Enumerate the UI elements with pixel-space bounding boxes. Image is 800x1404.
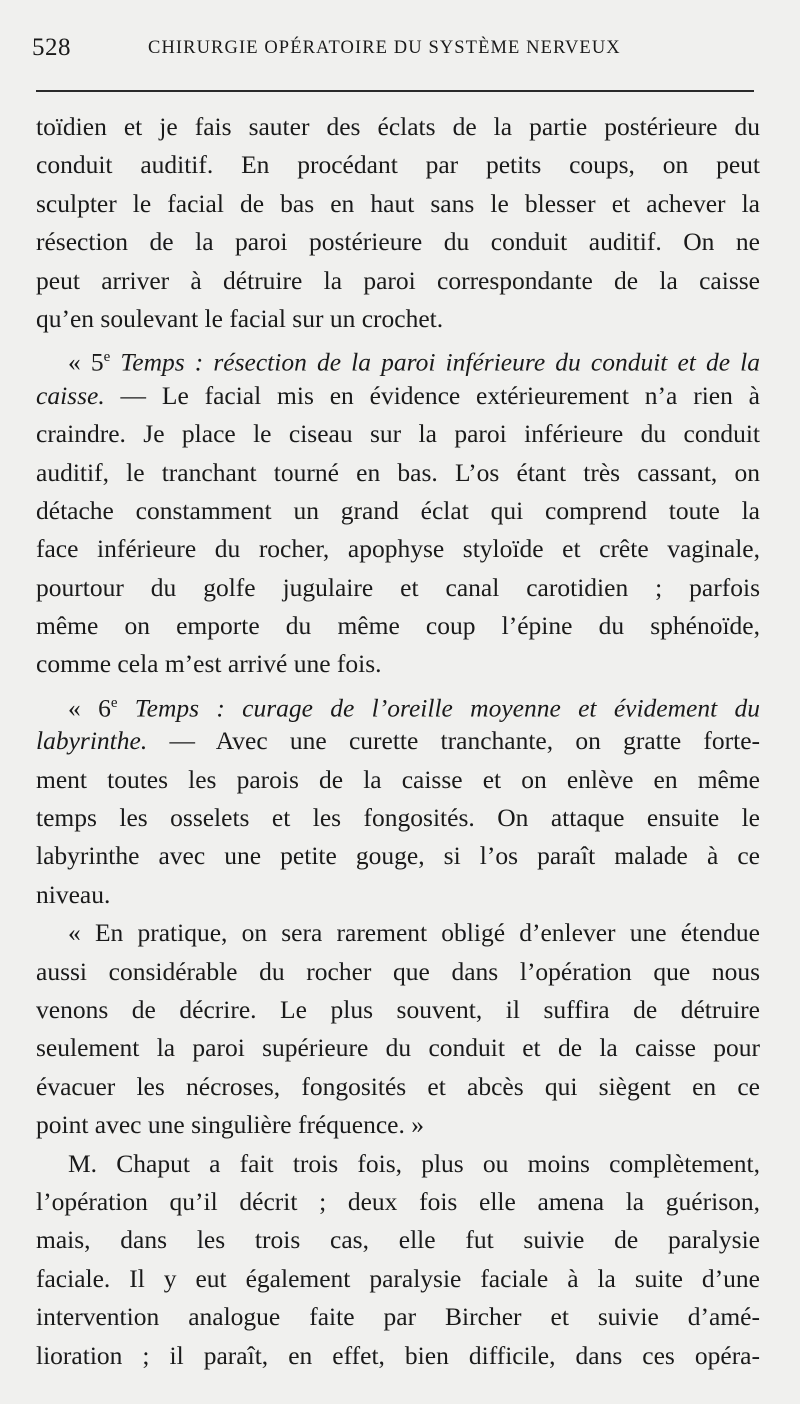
text-line: lioration ; il paraît, en effet, bien difficile, dans ces opéra- [36,1340,760,1370]
line-prefix: « 5 [68,347,104,377]
page-header [30,34,760,74]
text-line [36,722,760,760]
running-head: CHIRURGIE OPÉRATOIRE DU SYSTÈME NERVEUX [148,38,621,58]
text-line [36,338,760,376]
text-line: seulement la paroi supérieure du conduit et de la caisse pour [36,1033,760,1063]
italic-heading: Temps : curage de l’oreille moyenne et évidement du [117,693,760,723]
text-line: toïdien et je fais sauter des éclats de la partie postérieure du [36,112,760,141]
text-line: faciale. Il y eut également paralysie faciale à la suite d’une [36,1263,760,1293]
text-line: M. Chaput a fait trois fois, plus ou moins complètement, [68,1148,760,1178]
text-line: point avec une singulière fréquence. » [36,1110,425,1140]
text-line: niveau. [36,879,111,909]
line-rest: — Le facial mis en évidence extérieurement n’a rien à [104,380,760,410]
text-line: temps les osselets et les fongosités. On attaque ensuite le [36,803,760,833]
text-line: venons de décrire. Le plus souvent, il suffira de détruire [36,994,760,1024]
italic-heading: labyrinthe. [36,726,148,756]
italic-heading: caisse. [36,380,105,410]
line-rest: — Avec une curette tranchante, on gratte forte- [147,726,760,756]
ordinal-suffix: e [110,694,118,711]
page-number: 528 [32,34,71,61]
header-rule [36,90,754,92]
text-line: craindre. Je place le ciseau sur la paroi inférieure du conduit [36,419,760,449]
text-line: pourtour du golfe jugulaire et canal carotidien ; parfois [36,572,760,602]
body-text [36,108,760,1375]
text-line [36,684,760,722]
text-line: « En pratique, on sera rarement obligé d’enlever une étendue [68,918,760,948]
text-line: conduit auditif. En procédant par petits coups, on peut [36,150,760,180]
text-line: sculpter le facial de bas en haut sans le blesser et achever la [36,188,760,218]
text-line: auditif, le tranchant tourné en bas. L’os étant très cassant, on [36,457,760,487]
text-line: comme cela m’est arrivé une fois. [36,649,382,679]
ordinal-suffix: e [103,349,111,366]
text-line [36,377,760,415]
line-prefix: « 6 [68,693,111,723]
text-line: résection de la paroi postérieure du conduit auditif. On ne [36,227,760,257]
text-line: détache constamment un grand éclat qui comprend toute la [36,495,760,525]
text-line: même on emporte du même coup l’épine du sphénoïde, [36,611,760,641]
text-line: face inférieure du rocher, apophyse styloïde et crête vaginale, [36,534,760,564]
text-line: l’opération qu’il décrit ; deux fois elle amena la guérison, [36,1186,760,1216]
italic-heading: Temps : résection de la paroi inférieure du conduit et de la [110,347,761,377]
text-line: qu’en soulevant le facial sur un crochet. [36,303,444,333]
text-line: peut arriver à détruire la paroi correspondante de la caisse [36,265,760,295]
text-line: labyrinthe avec une petite gouge, si l’os paraît malade à ce [36,841,760,871]
text-line: ment toutes les parois de la caisse et on enlève en même [36,764,760,794]
text-line: aussi considérable du rocher que dans l’opération que nous [36,956,760,986]
text-line: évacuer les nécroses, fongosités et abcès qui siègent en ce [36,1071,760,1101]
text-line: mais, dans les trois cas, elle fut suivie de paralysie [36,1225,760,1255]
text-line: intervention analogue faite par Bircher et suivie d’amé- [36,1302,760,1332]
